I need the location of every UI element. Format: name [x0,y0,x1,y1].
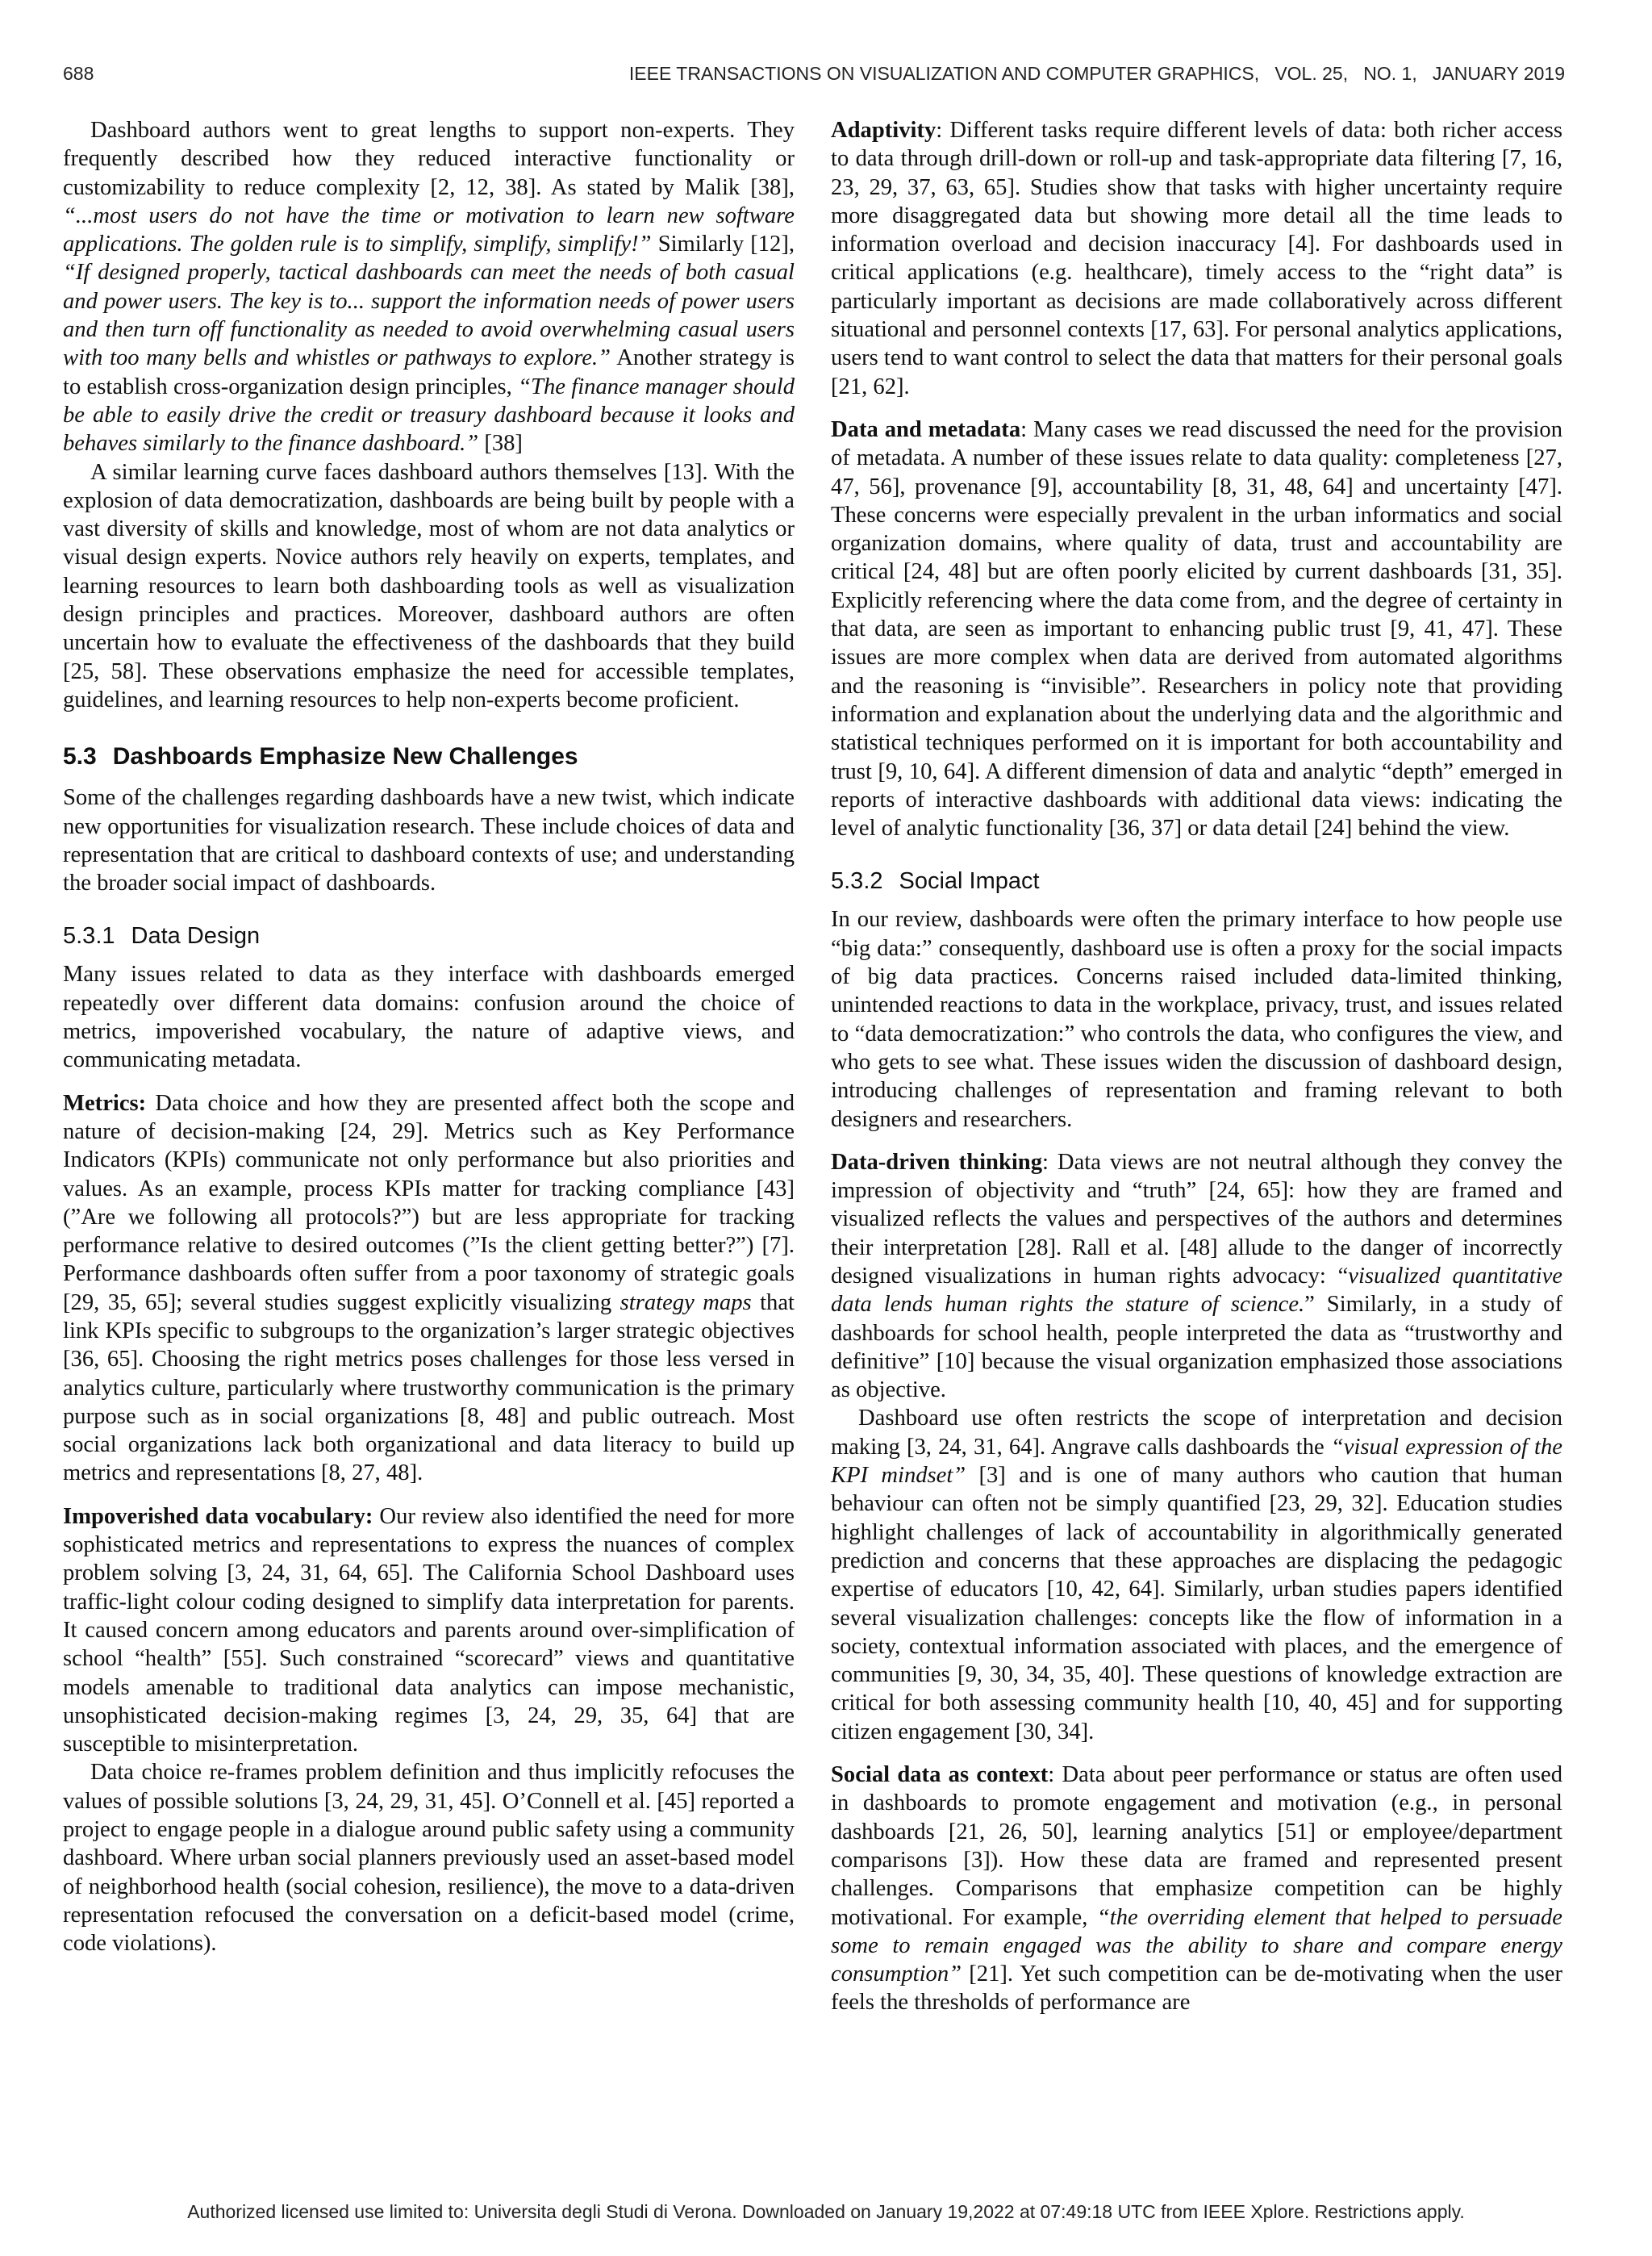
license-footer: Authorized licensed use limited to: Universita degli Studi di Verona. Downloaded on January 19,2022 at 07:49:18 UTC from IEEE Xplore. Restrictions apply. [187,2201,1465,2222]
paragraph-social-data: Social data as context: Data about peer performance or status are often used in dashboards to promote engagement and motivation (e.g., in personal dashboards [21, 26, 50], learning analytics [51] or employee/department comparisons [3]). How these data are framed and represented present challenges. Comparisons that emphasize competition can be highly motivational. For example, “the overriding element that helped to persuade some to remain engaged was the ability to share and compare energy consumption” [21]. Yet such competition can be de-motivating when the user feels the thresholds of performance are [831,1762,1562,2016]
run-in-heading-metadata: Data and metadata [831,416,1021,442]
paragraph-learning-curve: A similar learning curve faces dashboard authors themselves [13]. With the explosion of data democratization, dashboards are being built by people with a vast diversity of skills and knowledge, most of whom are not data analytics or visual design experts. Novice authors rely heavily on experts, templates, and learning resources to learn both dashboarding tools as well as visualization design principles and practices. Moreover, dashboard authors are often uncertain how to evaluate the effectiveness of the dashboards that they build [25, 58]. These observations emphasize the need for accessible templates, guidelines, and learning resources to help non-experts become proficient. [63,459,795,712]
paragraph-data-choice: Data choice re-frames problem definition and thus implicitly refocuses the values of possible solutions [3, 24, 29, 31, 45]. O’Connell et al. [45] reported a project to engage people in a dialogue around public safety using a community dashboard. Where urban social planners previously used an asset-based model of neighborhood health (social cohesion, resilience), the move to a data-driven representation refocused the conversation on a deficit-based model (crime, code violations). [63,1760,795,1957]
paragraph-non-experts: Dashboard authors went to great lengths to support non-experts. They frequently described how they reduced interactive functionality or customizability to reduce complexity [2, 12, 38]. As stated by Malik [38], “...most users do not have the time or motivation to learn new software applications. The golden rule is to simplify, simplify, simplify!” Similarly [12], “If designed properly, tactical dashboards can meet the needs of both casual and power users. The key is to... support the information needs of power users and then turn off functionality as needed to avoid overwhelming casual users with too many bells and whistles or pathways to explore.” Another strategy is to establish cross-organization design principles, “The finance manager should be able to easily drive the credit or treasury dashboard because it looks and behaves similarly to the finance dashboard.” [38] [63,118,795,457]
right-column [831,116,1562,2017]
journal-title: IEEE TRANSACTIONS ON VISUALIZATION AND COMPUTER GRAPHICS, VOL. 25, NO. 1, JANUARY 2019 [628,63,1565,84]
paragraph-data-issues: Many issues related to data as they interface with dashboards emerged repeatedly over different data domains: confusion around the choice of metrics, impoverished vocabulary, the nature of adaptive views, and communicating metadata. [63,962,795,1073]
left-column [63,116,795,1958]
page-number: 688 [63,63,94,84]
run-in-heading-impoverished: Impoverished data vocabulary: [63,1503,373,1529]
run-in-heading-social-data: Social data as context [831,1762,1049,1788]
paragraph-new-twist: Some of the challenges regarding dashboards have a new twist, which indicate new opportunities for visualization research. These include choices of data and representation that are critical to dashboard contexts of use; and understanding the broader social impact of dashboards. [63,785,795,896]
paragraph-data-driven: Data-driven thinking: Data views are not neutral although they convey the impression of objectivity and “truth” [24, 65]: how they are framed and visualized reflects the values and perspectives of the authors and determines their interpretation [28]. Rall et al. [48] allude to the danger of incorrectly designed visualizations in human rights advocacy: “visualized quantitative data lends human rights the stature of science.” Similarly, in a study of dashboards for school health, people interpreted the data as “trustworthy and definitive” [10] because the visual organization emphasized those associations as objective. [831,1149,1563,1403]
paragraph-dashboard-use: Dashboard use often restricts the scope of interpretation and decision making [3, 24, 31, 64]. Angrave calls dashboards the “visual expression of the KPI mindset” [3] and is one of many authors who caution that human behaviour can often not be simply quantified [23, 29, 32]. Education studies highlight challenges of lack of accountability in algorithmically generated prediction and concerns that these approaches are displacing the pedagogic expertise of educators [10, 42, 64]. Similarly, urban studies papers identified several visualization challenges: concepts like the flow of information in a society, contextual information associated with places, and the emergence of communities [9, 30, 34, 35, 40]. These questions of knowledge extraction are critical for both assessing community health [10, 40, 45] and for supporting citizen engagement [30, 34]. [831,1406,1562,1744]
subsection-heading-5-3-2: 5.3.2 Social Impact [831,868,1040,895]
paragraph-metadata: Data and metadata: Many cases we read discussed the need for the provision of metadata. A number of these issues relate to data quality: completeness [27, 47, 56], provenance [9], accountability [8, 31, 48, 64] and uncertainty [47]. These concerns were especially prevalent in the urban informatics and social organization domains, where quality of data, trust and accountability are critical [24, 48] but are often poorly elicited by current dashboards [31, 35]. Explicitly referencing where the data come from, and the degree of certainty in that data, are seen as important to enhancing public trust [9, 41, 47]. These issues are more complex when data are derived from automated algorithms and the reasoning is “invisible”. Researchers in policy note that providing information and explanation about the underlying data and the algorithmic and statistical techniques performed on it is important for both accountability and trust [9, 10, 64]. A different dimension of data and analytic “depth” emerged in reports of interactive dashboards with additional data views: indicating the level of analytic functionality [36, 37] or data detail [24] behind the view. [831,416,1562,842]
paragraph-adaptivity: Adaptivity: Different tasks require different levels of data: both richer access to data through drill-down or roll-up and task-appropriate data filtering [7, 16, 23, 29, 37, 63, 65]. Studies show that tasks with higher uncertainty require more disaggregated data but showing more detail all the time leads to information overload and decision inaccuracy [4]. For dashboards used in critical applications (e.g. healthcare), timely access to the “right data” is particularly important as decisions are made collaboratively across different situational and personnel contexts [17, 63]. For personal analytics applications, users tend to want control to select the data that matters for their personal goals [21, 62]. [831,118,1562,399]
paragraph-social-impact: In our review, dashboards were often the primary interface to how people use “big data:” consequently, dashboard use is often a proxy for the social impacts of big data practices. Concerns raised included data-limited thinking, unintended reactions to data in the workplace, privacy, trust, and issues related to “data democratization:” who controls the data, who configures the view, and who gets to see what. These issues widen the discussion of dashboard design, introducing challenges of representation and framing relevant to both designers and researchers. [831,907,1562,1132]
paragraph-impoverished-vocabulary: Impoverished data vocabulary: Our review also identified the need for more sophisticated metrics and representations to express the nuances of complex problem solving [3, 24, 31, 64, 65]. The California School Dashboard uses traffic-light colour coding designed to simplify data interpretation for parents. It caused concern among educators and parents around over-simplification of school “health” [55]. Such constrained “scorecard” views and quantitative models amenable to traditional data analytics can impose mechanistic, unsophisticated decision-making regimes [3, 24, 29, 35, 64] that are susceptible to misinterpretation. [63,1503,795,1757]
paragraph-metrics: Metrics: Data choice and how they are presented affect both the scope and nature of decision-making [24, 29]. Metrics such as Key Performance Indicators (KPIs) communicate not only performance but also priorities and values. As an example, process KPIs matter for tracking compliance [43] (”Are we following all protocols?”) but are less appropriate for tracking performance relative to desired outcomes (”Is the client getting better?”) [7]. Performance dashboards often suffer from a poor taxonomy of strategic goals [29, 35, 65]; several studies suggest explicitly visualizing strategy maps that link KPIs specific to subgroups to the organization’s larger strategic objectives [36, 65]. Choosing the right metrics poses challenges for those less versed in analytics culture, particularly where trustworthy communication is the primary purpose such as in social organizations [8, 48] and public outreach. Most social organizations lack both organizational and data literacy to build up metrics and representations [8, 27, 48]. [63,1090,795,1486]
run-in-heading-metrics: Metrics: [63,1090,147,1116]
section-heading-5-3: 5.3 Dashboards Emphasize New Challenges [63,743,578,771]
run-in-heading-adaptivity: Adaptivity [831,118,937,143]
running-header [63,63,1565,85]
run-in-heading-data-driven: Data-driven thinking [831,1149,1043,1175]
subsection-heading-5-3-1: 5.3.1 Data Design [63,923,261,950]
